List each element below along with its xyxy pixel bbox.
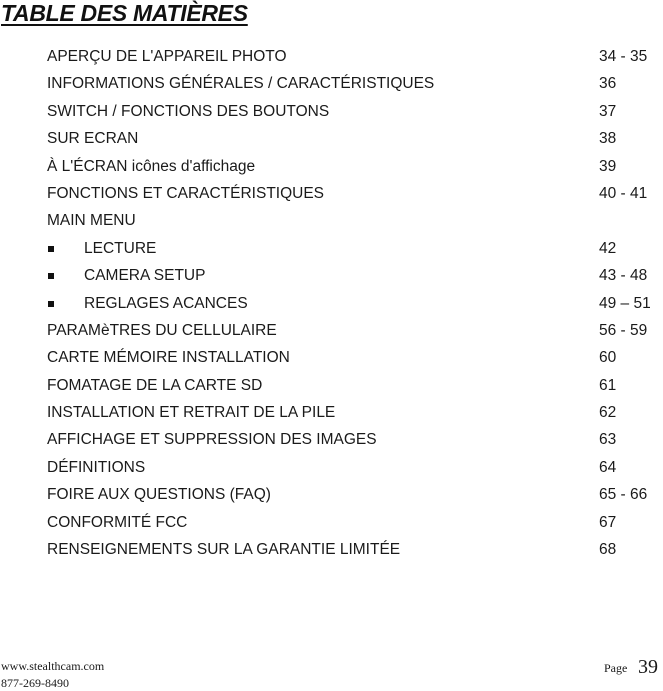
toc-entry-page: 56 - 59 xyxy=(599,321,648,339)
square-bullet-icon xyxy=(48,301,54,307)
toc-entry-label: CONFORMITÉ FCC xyxy=(47,513,188,531)
toc-entry-label: CARTE MÉMOIRE INSTALLATION xyxy=(47,349,290,367)
toc-entry xyxy=(0,43,663,70)
square-bullet-icon xyxy=(48,273,54,279)
toc-entry-page: 38 xyxy=(599,130,617,148)
toc-entry-label: INSTALLATION ET RETRAIT DE LA PILE xyxy=(47,404,336,422)
toc-entry xyxy=(0,70,663,97)
toc-entry-label: SWITCH / FONCTIONS DES BOUTONS xyxy=(47,102,330,120)
toc-entry xyxy=(0,481,663,508)
toc-entry-label: APERÇU DE L'APPAREIL PHOTO xyxy=(47,48,287,65)
toc-entry xyxy=(0,125,663,152)
footer-page-label: Page xyxy=(604,661,628,675)
table-of-contents xyxy=(0,43,663,563)
toc-entry-page: 39 xyxy=(599,157,617,175)
footer-phone: 877-269-8490 xyxy=(1,676,69,690)
toc-entry-label: À L'ÉCRAN icônes d'affichage xyxy=(47,157,256,175)
toc-entry-label: DÉFINITIONS xyxy=(47,458,146,476)
footer-website: www.stealthcam.com xyxy=(1,659,105,673)
toc-entry xyxy=(0,454,663,481)
page-title: TABLE DES MATIÈRES xyxy=(1,0,248,26)
toc-entry-page: 68 xyxy=(599,541,617,559)
toc-entry xyxy=(0,98,663,125)
toc-entry-label: INFORMATIONS GÉNÉRALES / CARACTÉRISTIQUES xyxy=(47,75,435,93)
toc-entry xyxy=(0,509,663,536)
toc-entry-label: LECTURE xyxy=(84,239,157,257)
toc-entry-label: CAMERA SETUP xyxy=(84,267,206,285)
toc-entry xyxy=(0,399,663,426)
toc-entry-label: REGLAGES ACANCES xyxy=(84,294,248,312)
toc-entry xyxy=(0,207,663,234)
toc-entry-page: 67 xyxy=(599,513,617,531)
toc-entry xyxy=(0,372,663,399)
toc-entry-page: 61 xyxy=(599,376,617,394)
toc-entry xyxy=(0,344,663,371)
footer-page-number: 39 xyxy=(638,656,658,678)
toc-entry xyxy=(0,317,663,344)
toc-entry xyxy=(0,426,663,453)
toc-entry xyxy=(0,235,663,262)
toc-entry-page: 42 xyxy=(599,239,617,257)
toc-entry xyxy=(0,290,663,317)
toc-entry-page: 40 - 41 xyxy=(599,184,648,202)
square-bullet-icon xyxy=(48,246,54,252)
toc-entry-page: 43 - 48 xyxy=(599,267,648,285)
toc-entry-page: 36 xyxy=(599,75,617,93)
toc-entry-page: 62 xyxy=(599,404,617,422)
toc-entry xyxy=(0,180,663,207)
toc-entry-label: FOMATAGE DE LA CARTE SD xyxy=(47,376,263,394)
toc-entry-label: PARAMèTRES DU CELLULAIRE xyxy=(47,321,277,339)
toc-entry-page: 37 xyxy=(599,102,617,120)
toc-entry-page: 64 xyxy=(599,458,617,476)
toc-entry-page: 34 - 35 xyxy=(599,48,648,65)
toc-entry-label: FONCTIONS ET CARACTÉRISTIQUES xyxy=(47,184,325,202)
toc-entry-label: MAIN MENU xyxy=(47,212,136,230)
toc-entry-label: FOIRE AUX QUESTIONS (FAQ) xyxy=(47,486,271,504)
toc-entry xyxy=(0,536,663,563)
toc-entry-page: 63 xyxy=(599,431,617,449)
toc-entry-label: SUR ECRAN xyxy=(47,130,139,148)
toc-entry-page: 60 xyxy=(599,349,617,367)
toc-entry-label: RENSEIGNEMENTS SUR LA GARANTIE LIMITÉE xyxy=(47,541,401,559)
toc-entry-page: 49 – 51 xyxy=(599,294,651,312)
toc-entry xyxy=(0,262,663,289)
toc-entry xyxy=(0,153,663,180)
toc-entry-label: AFFICHAGE ET SUPPRESSION DES IMAGES xyxy=(47,431,377,449)
toc-entry-page: 65 - 66 xyxy=(599,486,648,504)
